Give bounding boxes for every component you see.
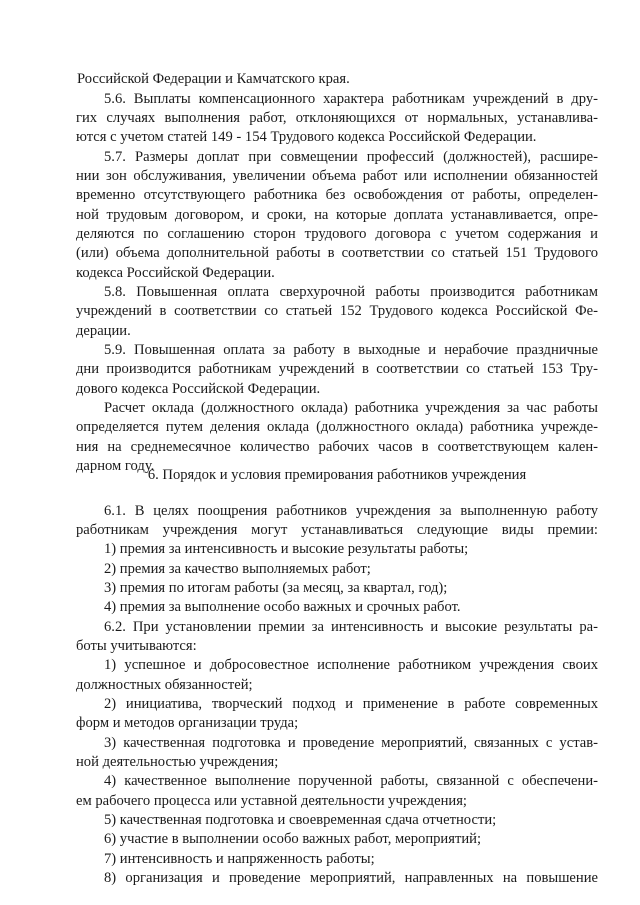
list-item: 3) премия по итогам работы (за месяц, за квартал, год); — [104, 580, 448, 596]
text-line: форм и методов организации труда; — [76, 715, 299, 731]
list-item: 6) участие в выполнении особо важных работ, мероприятий; — [104, 831, 481, 847]
text-line: дерации. — [76, 323, 131, 339]
text-line: работникам учреждения могут устанавливаться следующие виды премии: — [76, 522, 598, 538]
text-line: дни производится работникам учреждений в соответствии со статьей 153 Тру- — [76, 361, 598, 377]
text-line: дарном году. — [76, 458, 155, 474]
text-line: учреждений в соответствии со статьей 152 Трудового кодекса Российской Фе- — [76, 303, 598, 319]
list-item: 2) инициатива, творческий подход и применение в работе современных — [104, 696, 598, 712]
list-item: 7) интенсивность и напряженность работы; — [104, 851, 375, 867]
text-line: 5.7. Размеры доплат при совмещении профессий (должностей), расшире- — [104, 149, 598, 165]
list-item: 4) премия за выполнение особо важных и срочных работ. — [104, 599, 461, 615]
text-line: ем рабочего процесса или уставной деятельности учреждения; — [76, 793, 467, 809]
text-line: 6.2. При установлении премии за интенсивность и высокие результаты ра- — [104, 619, 598, 635]
list-item: 8) организация и проведение мероприятий, направленных на повышение — [104, 870, 598, 886]
text-line: деляются по соглашению сторон трудового договора с учетом содержания и — [76, 226, 598, 242]
list-item: 1) премия за интенсивность и высокие результаты работы; — [104, 541, 469, 557]
text-line: Расчет оклада (должностного оклада) работника учреждения за час работы — [104, 400, 598, 416]
text-line: нии зон обслуживания, увеличении объема работ или исполнении обязанностей — [76, 168, 598, 184]
text-line: гих случаях выполнения работ, отклоняющихся от нормальных, устанавлива- — [76, 110, 598, 126]
text-line: ются с учетом статей 149 - 154 Трудового кодекса Российской Федерации. — [76, 129, 537, 145]
text-line: ной деятельностью учреждения; — [76, 754, 279, 770]
text-line: должностных обязанностей; — [76, 677, 253, 693]
text-line: кодекса Российской Федерации. — [76, 265, 275, 281]
text-line: дового кодекса Российской Федерации. — [76, 381, 321, 397]
text-line: определяется путем деления оклада (должностного оклада) работника учрежде- — [76, 419, 598, 435]
text-line: ной трудовым договором, и сроки, на которые доплата устанавливается, опре- — [76, 207, 598, 223]
text-line: временно отсутствующего работника без освобождения от работы, определен- — [76, 187, 598, 203]
list-item: 4) качественное выполнение порученной работы, связанной с обеспечени- — [104, 773, 598, 789]
text-line: 5.8. Повышенная оплата сверхурочной работы производится работникам — [104, 284, 598, 300]
text-line: ния на среднемесячное количество рабочих часов в соответствующем кален- — [76, 439, 598, 455]
list-item: 3) качественная подготовка и проведение мероприятий, связанных с устав- — [104, 735, 598, 751]
text-line: (или) объема дополнительной работы в соответствии со статьей 151 Трудового — [76, 245, 598, 261]
text-line: 5.6. Выплаты компенсационного характера работникам учреждений в дру- — [104, 91, 598, 107]
text-line: боты учитываются: — [76, 638, 197, 654]
text-line: Российской Федерации и Камчатского края. — [77, 71, 350, 87]
list-item: 2) премия за качество выполняемых работ; — [104, 561, 371, 577]
list-item: 1) успешное и добросовестное исполнение работником учреждения своих — [104, 657, 598, 673]
text-line: 6.1. В целях поощрения работников учреждения за выполненную работу — [104, 503, 598, 519]
section-heading: 6. Порядок и условия премирования работников учреждения — [147, 467, 527, 483]
list-item: 5) качественная подготовка и своевременная сдача отчетности; — [104, 812, 497, 828]
text-line: 5.9. Повышенная оплата за работу в выходные и нерабочие праздничные — [104, 342, 598, 358]
